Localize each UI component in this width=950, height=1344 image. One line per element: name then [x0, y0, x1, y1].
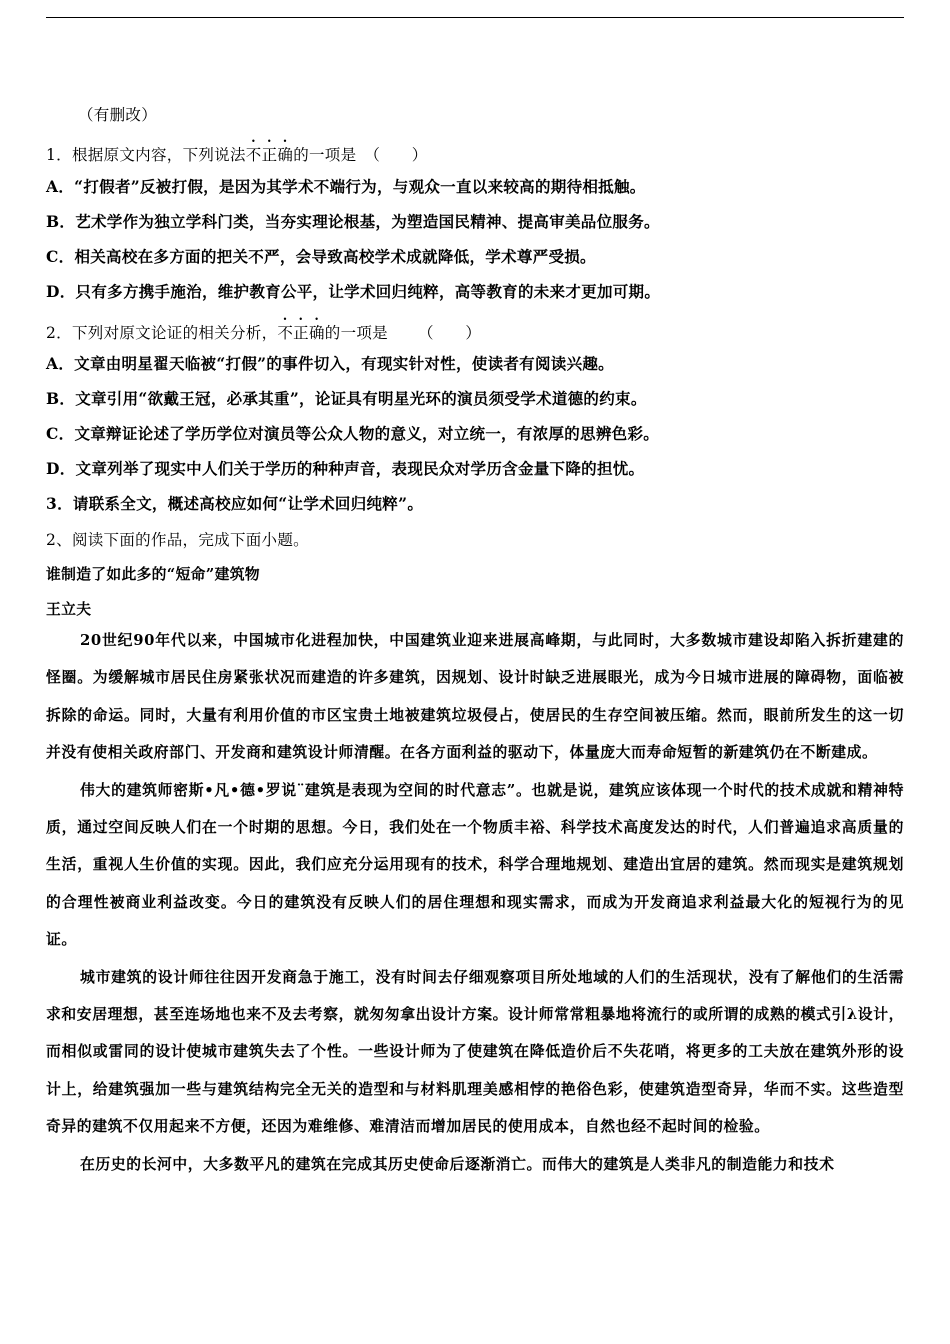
article-title: 谁制造了如此多的“短命”建筑物 [46, 566, 260, 583]
question-number: 3． [46, 494, 73, 513]
header-rule [46, 17, 904, 18]
answer-blank: （ ） [417, 324, 482, 342]
option-label: C． [46, 247, 75, 266]
emphasis-text: 不正确 [277, 324, 325, 342]
option-label: A． [46, 177, 75, 196]
question-number: 2． [46, 324, 72, 342]
article-paragraph: 伟大的建筑师密斯•凡•德•罗说¨建筑是表现为空间的时代意志”。也就是说，建筑应该体现一个时代的技术成就和精神特质，通过空间反映人们在一个时期的思想。今日，我们处在一个物质丰裕、科学技术高度发达的时代，人们普遍追求高质量的生活，重视人生价值的实现。因此，我们应充分运用现有的技术，科学合理地规划、建造出宜居的建筑。然而现实是建筑规划的合理性被商业利益改变。今日的建筑没有反映人们的居住理想和现实需求，而成为开发商追求利益最大化的短视行为的见证。 [46, 781, 904, 949]
q2-option-c [46, 422, 659, 444]
option-text: 文章列举了现实中人们关于学历的种种声音，表现民众对学历含金量下降的担忧。 [75, 459, 645, 478]
article-paragraph: 20世纪90年代以来，中国城市化进程加快，中国建筑业迎来进展高峰期，与此同时，大多数城市建设却陷入拆折建建的怪圈。为缓解城市居民住房紧张状况而建造的许多建筑，因规划、设计时缺乏进展眼光，成为今日城市进展的障碍物，面临被拆除的命运。同时，大量有利用价值的市区宝贵土地被建筑垃圾侵占，使居民的生存空间被压缩。然而，眼前所发生的这一切并没有使相关政府部门、开发商和建筑设计师清醒。在各方面利益的驱动下，体量庞大而寿命短暂的新建筑仍在不断建成。 [46, 632, 904, 762]
option-text: 只有多方携手施治，维护教育公平，让学术回归纯粹，高等教育的未来才更加可期。 [75, 282, 661, 301]
question-text: 请联系全文，概述高校应如何“让学术回归纯粹”。 [72, 494, 424, 513]
q2-option-b [46, 387, 647, 409]
q2-option-d [46, 457, 644, 479]
option-label: B． [46, 389, 76, 408]
article-body [46, 622, 904, 1183]
q1-option-a [46, 175, 646, 197]
emphasis-text: 不正确 [245, 146, 294, 164]
question-1-stem [46, 137, 428, 165]
q1-option-c [46, 245, 596, 267]
q1-option-d [46, 280, 660, 302]
article-paragraph: 在历史的长河中，大多数平凡的建筑在完成其历史使命后逐渐消亡。而伟大的建筑是人类非凡的制造能力和技术 [80, 1155, 835, 1173]
source-note: （有删改） [78, 106, 158, 124]
question-3 [46, 492, 423, 514]
q2-option-a [46, 352, 614, 374]
article-author: 王立夫 [46, 601, 92, 618]
option-label: D． [46, 459, 76, 478]
option-text: 文章辩证论述了学历学位对演员等公众人物的意义，对立统一，有浓厚的思辨色彩。 [74, 424, 660, 443]
option-label: C． [46, 424, 75, 443]
option-label: B． [46, 212, 76, 231]
question-number: 1． [46, 146, 72, 164]
option-text: 文章引用“欲戴王冠，必承其重”，论证具有明星光环的演员须受学术道德的约束。 [75, 389, 647, 408]
option-text: 艺术学作为独立学科门类，当夯实理论根基，为塑造国民精神、提高审美品位服务。 [75, 212, 660, 231]
option-text: “打假者”反被打假，是因为其学术不端行为，与观众一直以来较高的期待相抵触。 [74, 177, 646, 196]
option-label: A． [46, 354, 75, 373]
q1-option-b [46, 210, 660, 232]
article-paragraph: 城市建筑的设计师往往因开发商急于施工，没有时间去仔细观察项目所处地域的人们的生活现状，没有了解他们的生活需求和安居理想，甚至连场地也来不及去考察，就匆匆拿出设计方案。设计师常常粗暴地将流行的或所谓的成熟的模式引λ设计，而相似或雷同的设计使城市建筑失去了个性。一些设计师为了使建筑在降低造价后不失花哨，将更多的工夫放在建筑外形的设计上，给建筑强加一些与建筑结构完全无关的造型和与材料肌理美感相悖的艳俗色彩，使建筑造型奇异，华而不实。这些造型奇异的建筑不仅用起来不方便，还因为难维修、难清洁而增加居民的使用成本，自然也经不起时间的检验。 [46, 968, 904, 1136]
question-stem: 的一项是 [293, 146, 357, 164]
option-text: 文章由明星翟天临被“打假”的事件切入，有现实针对性，使读者有阅读兴趣。 [74, 354, 614, 373]
option-label: D． [46, 282, 76, 301]
answer-blank: （ ） [364, 146, 428, 164]
section-heading: 2、阅读下面的作品，完成下面小题。 [46, 531, 309, 549]
question-2-stem [46, 315, 481, 343]
question-stem: 的一项是 [324, 324, 388, 342]
question-stem: 下列对原文论证的相关分析， [71, 324, 278, 342]
option-text: 相关高校在多方面的把关不严，会导致高校学术成就降低，学术尊严受损。 [74, 247, 596, 266]
question-stem: 根据原文内容，下列说法 [71, 146, 246, 164]
